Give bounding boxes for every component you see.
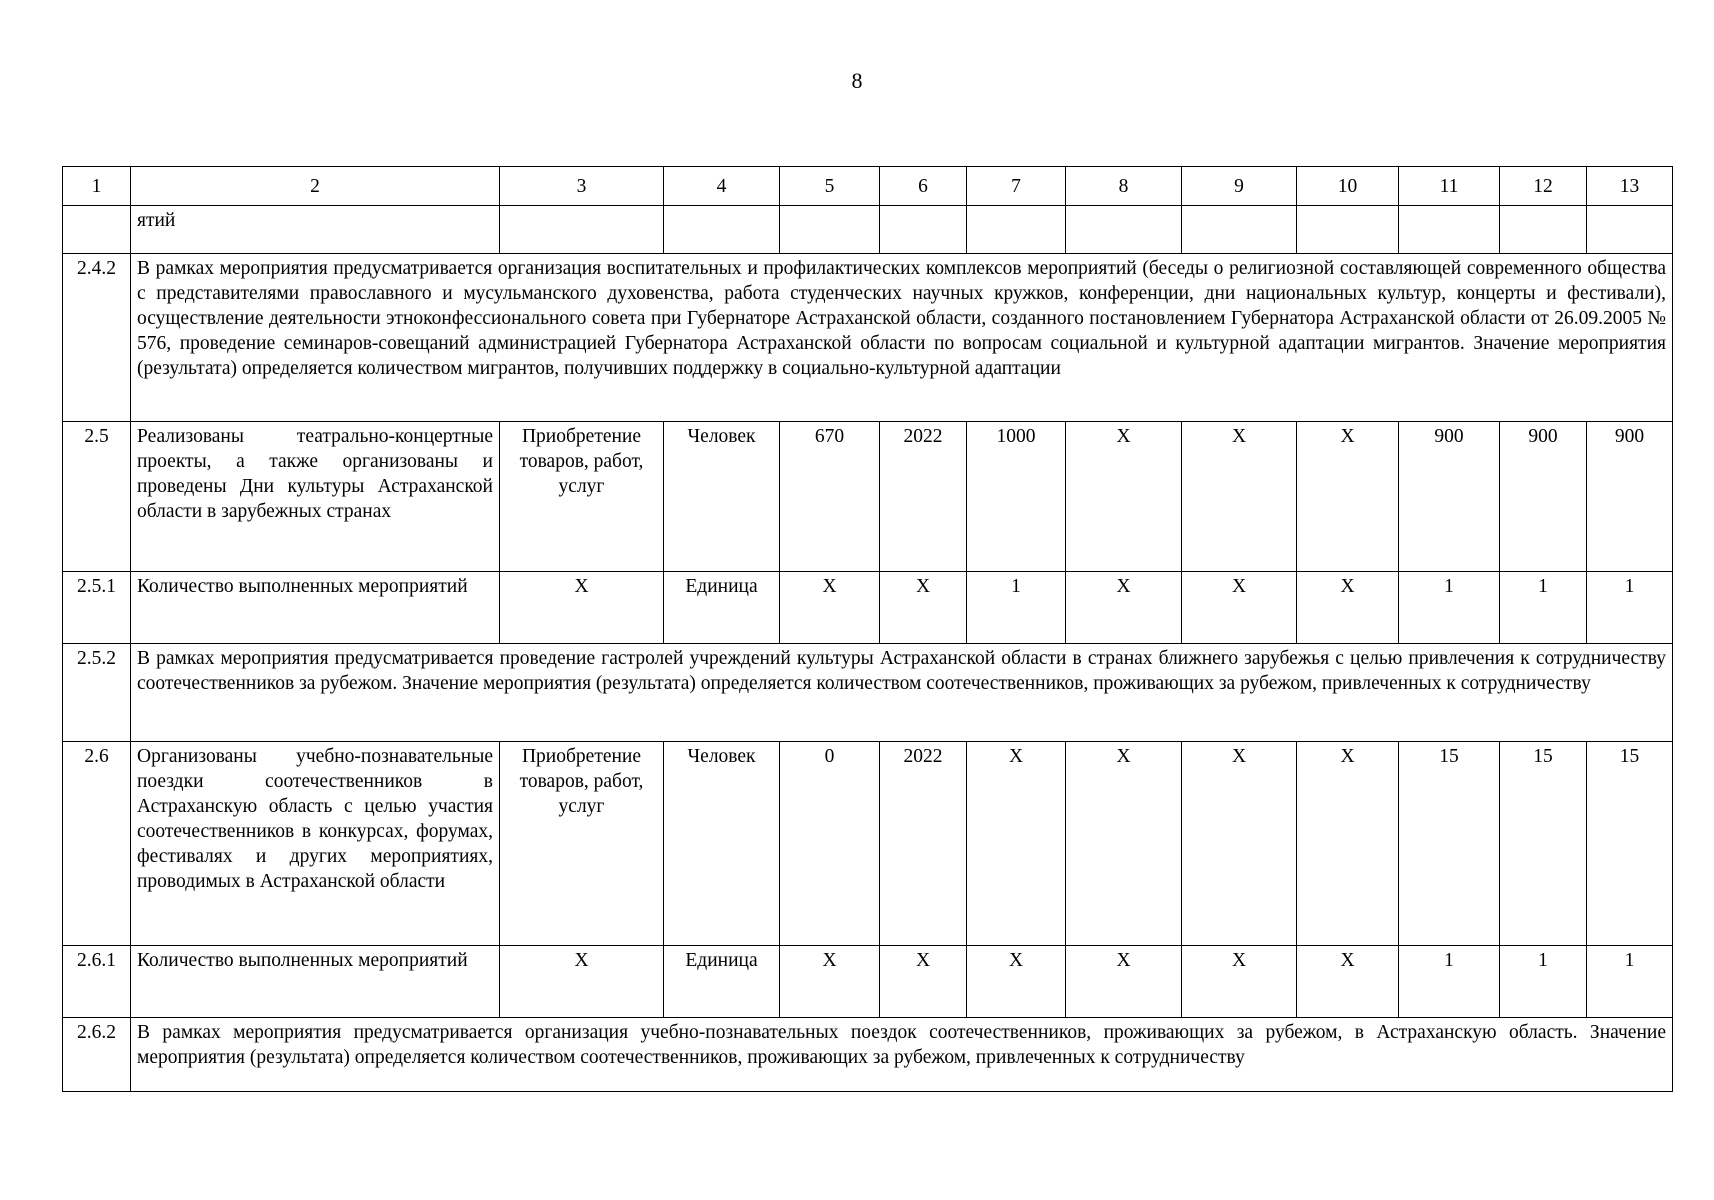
column-header: 2 <box>131 167 500 206</box>
row-value: 900 <box>1587 422 1673 572</box>
row-value: 1 <box>1500 946 1587 1018</box>
row-value: 2022 <box>880 422 967 572</box>
table-row-continuation <box>63 206 1673 254</box>
row-value: 1 <box>1399 946 1500 1018</box>
row-value: X <box>1182 422 1297 572</box>
row-value: 0 <box>780 742 880 946</box>
column-header: 3 <box>500 167 664 206</box>
row-description: В рамках мероприятия предусматривается проведение гастролей учреждений культуры Астраханской области в странах ближнего зарубежья с целью привлечения к сотрудничеству соотечественников за рубежом. Значение мероприятия (результата) определяется количеством соотечественников, проживающих за рубежом, привлеченных к сотрудничеству <box>131 644 1673 742</box>
row-type: Приобретение товаров, работ, услуг <box>500 742 664 946</box>
row-value: X <box>780 572 880 644</box>
row-value: X <box>1182 946 1297 1018</box>
column-header: 9 <box>1182 167 1297 206</box>
measures-table <box>62 166 1673 1092</box>
row-description: В рамках мероприятия предусматривается организация воспитательных и профилактических комплексов мероприятий (беседы о религиозной составляющей современного общества с представителями православного и мусульманского духовенства, работа студенческих научных кружков, конференции, дни национальных культур, концерты и фестивали), осуществление деятельности этноконфессионального совета при Губернаторе Астраханской области, созданного постановлением Губернатора Астраханской области от 26.09.2005 № 576, проведение семинаров-совещаний администрацией Губернатора Астраханской области по вопросам социальной и культурной адаптации мигрантов. Значение мероприятия (результата) определяется количеством мигрантов, получивших поддержку в социально-культурной адаптации <box>131 254 1673 422</box>
column-header: 12 <box>1500 167 1587 206</box>
row-value: X <box>1297 422 1399 572</box>
row-value: X <box>967 742 1066 946</box>
table-row-2-5-2 <box>63 644 1673 742</box>
row-value: X <box>1182 742 1297 946</box>
row-value: 15 <box>1500 742 1587 946</box>
row-type: Приобретение товаров, работ, услуг <box>500 422 664 572</box>
column-header: 5 <box>780 167 880 206</box>
row-name: Организованы учебно-познавательные поездки соотечественников в Астраханскую область с целью участия соотечественников в конкурсах, форумах, фестивалях и других мероприятиях, проводимых в Астраханской области <box>131 742 500 946</box>
row-number: 2.4.2 <box>63 254 131 422</box>
row-value: 1 <box>1500 572 1587 644</box>
row-value: 1 <box>1587 946 1673 1018</box>
row-value: 1 <box>1399 572 1500 644</box>
table-header-row <box>63 167 1673 206</box>
row-unit: Человек <box>664 742 780 946</box>
row-description: В рамках мероприятия предусматривается организация учебно-познавательных поездок соотечественников, проживающих за рубежом, в Астраханскую область. Значение мероприятия (результата) определяется количеством соотечественников, проживающих за рубежом, привлеченных к сотрудничеству <box>131 1018 1673 1092</box>
row-value: 1000 <box>967 422 1066 572</box>
column-header: 10 <box>1297 167 1399 206</box>
row-name: Реализованы театрально-концертные проекты, а также организованы и проведены Дни культуры Астраханской области в зарубежных странах <box>131 422 500 572</box>
column-header: 1 <box>63 167 131 206</box>
row-number: 2.6.1 <box>63 946 131 1018</box>
row-value: 670 <box>780 422 880 572</box>
table-row-2-6 <box>63 742 1673 946</box>
row-type: X <box>500 572 664 644</box>
row-value: X <box>1297 742 1399 946</box>
table-row-2-4-2 <box>63 254 1673 422</box>
row-value: X <box>967 946 1066 1018</box>
table-row-2-6-2 <box>63 1018 1673 1092</box>
row-value: X <box>1182 572 1297 644</box>
row-number: 2.6.2 <box>63 1018 131 1092</box>
row-number: 2.6 <box>63 742 131 946</box>
row-number: 2.5 <box>63 422 131 572</box>
table-row-2-5 <box>63 422 1673 572</box>
row-value: 1 <box>1587 572 1673 644</box>
row-value: X <box>1066 572 1182 644</box>
column-header: 11 <box>1399 167 1500 206</box>
row-name: ятий <box>131 206 500 254</box>
row-value: X <box>1066 742 1182 946</box>
column-header: 13 <box>1587 167 1673 206</box>
row-value: X <box>780 946 880 1018</box>
row-unit: Единица <box>664 946 780 1018</box>
row-value: 900 <box>1500 422 1587 572</box>
page-number: 8 <box>851 68 863 93</box>
row-value: 15 <box>1399 742 1500 946</box>
row-type: X <box>500 946 664 1018</box>
row-value: X <box>1297 572 1399 644</box>
row-value: X <box>1297 946 1399 1018</box>
row-value: 15 <box>1587 742 1673 946</box>
row-number <box>63 206 131 254</box>
row-name: Количество выполненных мероприятий <box>131 572 500 644</box>
column-header: 7 <box>967 167 1066 206</box>
column-header: 8 <box>1066 167 1182 206</box>
row-unit: Человек <box>664 422 780 572</box>
row-value: 2022 <box>880 742 967 946</box>
row-unit: Единица <box>664 572 780 644</box>
row-value: X <box>880 946 967 1018</box>
row-number: 2.5.2 <box>63 644 131 742</box>
row-value: 900 <box>1399 422 1500 572</box>
table-row-2-5-1 <box>63 572 1673 644</box>
table-row-2-6-1 <box>63 946 1673 1018</box>
row-value: X <box>880 572 967 644</box>
row-name: Количество выполненных мероприятий <box>131 946 500 1018</box>
column-header: 4 <box>664 167 780 206</box>
row-value: X <box>1066 946 1182 1018</box>
row-value: X <box>1066 422 1182 572</box>
row-number: 2.5.1 <box>63 572 131 644</box>
column-header: 6 <box>880 167 967 206</box>
row-value: 1 <box>967 572 1066 644</box>
